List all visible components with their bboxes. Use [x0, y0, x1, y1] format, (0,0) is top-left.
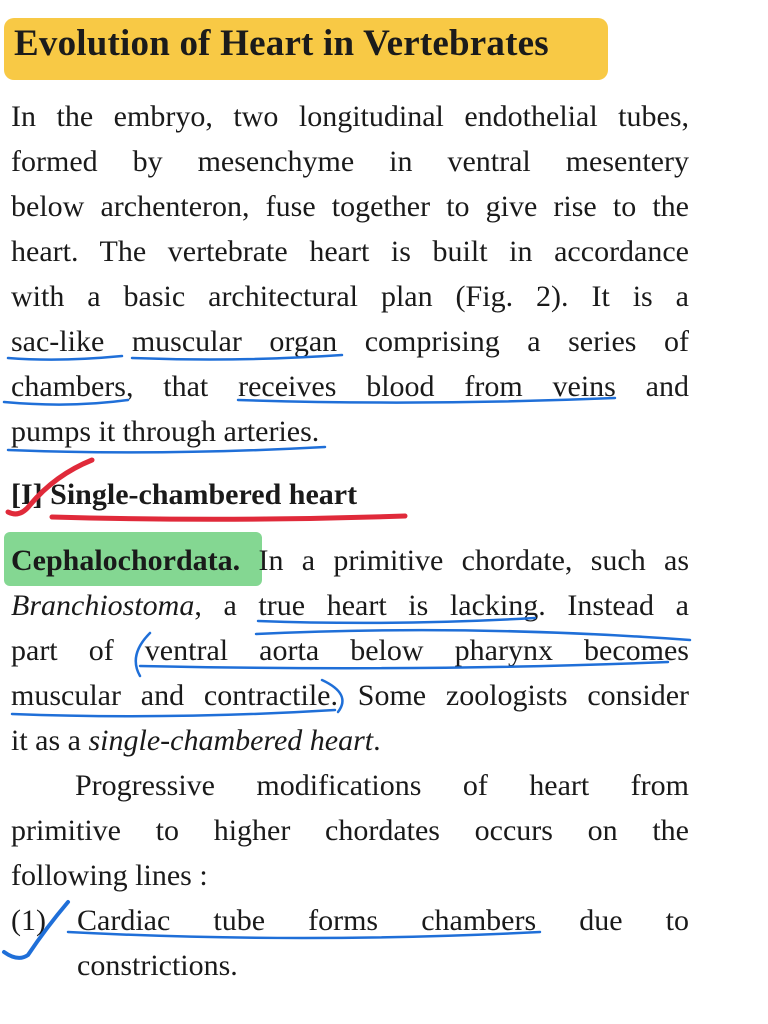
section-number: [I]	[11, 478, 43, 511]
para2-line-5	[11, 724, 381, 758]
genus-branchiostoma: Branchiostoma	[11, 589, 195, 622]
para2-line-5-end: .	[373, 724, 381, 757]
para1-line-5: with a basic architectural plan (Fig. 2). It is a	[11, 280, 689, 313]
para1-line-4: heart. The vertebrate heart is built in accordance	[11, 235, 689, 268]
para3-line-2: primitive to higher chordates occurs on the	[11, 814, 689, 847]
section-heading	[11, 478, 357, 512]
para2-line-1	[11, 544, 689, 578]
para1-line-6: sac-like muscular organ comprising a series of	[11, 325, 689, 358]
para1-line-8: pumps it through arteries.	[11, 415, 320, 448]
title-block	[8, 14, 549, 65]
para1-line-7: chambers, that receives blood from veins and	[11, 370, 689, 403]
list-item-1-line-2: constrictions.	[77, 949, 238, 982]
para2-line-1-rest: In a primitive chordate, such as	[240, 544, 689, 577]
para2-line-5-start: it as a	[11, 724, 89, 757]
cephalochordata-term: Cephalochordata.	[11, 544, 241, 577]
para1-line-2: formed by mesenchyme in ventral mesentery	[11, 145, 689, 178]
para2-line-2-rest: , a true heart is lacking. Instead a	[194, 589, 689, 622]
para2-line-2	[11, 589, 689, 623]
para3-line-1: Progressive modifications of heart from	[75, 769, 689, 802]
red-underline-heading	[52, 516, 405, 519]
para2-line-3: part of ventral aorta below pharynx becomes	[11, 634, 689, 667]
list-item-number: (1)	[11, 904, 46, 937]
page-title: Evolution of Heart in Vertebrates	[14, 23, 549, 64]
section-title: Single-chambered heart	[50, 478, 358, 511]
list-item-1-line-1: Cardiac tube forms chambers due to	[77, 904, 689, 937]
single-chambered-term: single-chambered heart	[88, 724, 374, 757]
para1-line-1: In the embryo, two longitudinal endothelial tubes,	[11, 100, 689, 133]
para1-line-3: below archenteron, fuse together to give rise to the	[11, 190, 689, 223]
para3-line-3: following lines :	[11, 859, 208, 892]
para2-line-4: muscular and contractile. Some zoologists consider	[11, 679, 689, 712]
